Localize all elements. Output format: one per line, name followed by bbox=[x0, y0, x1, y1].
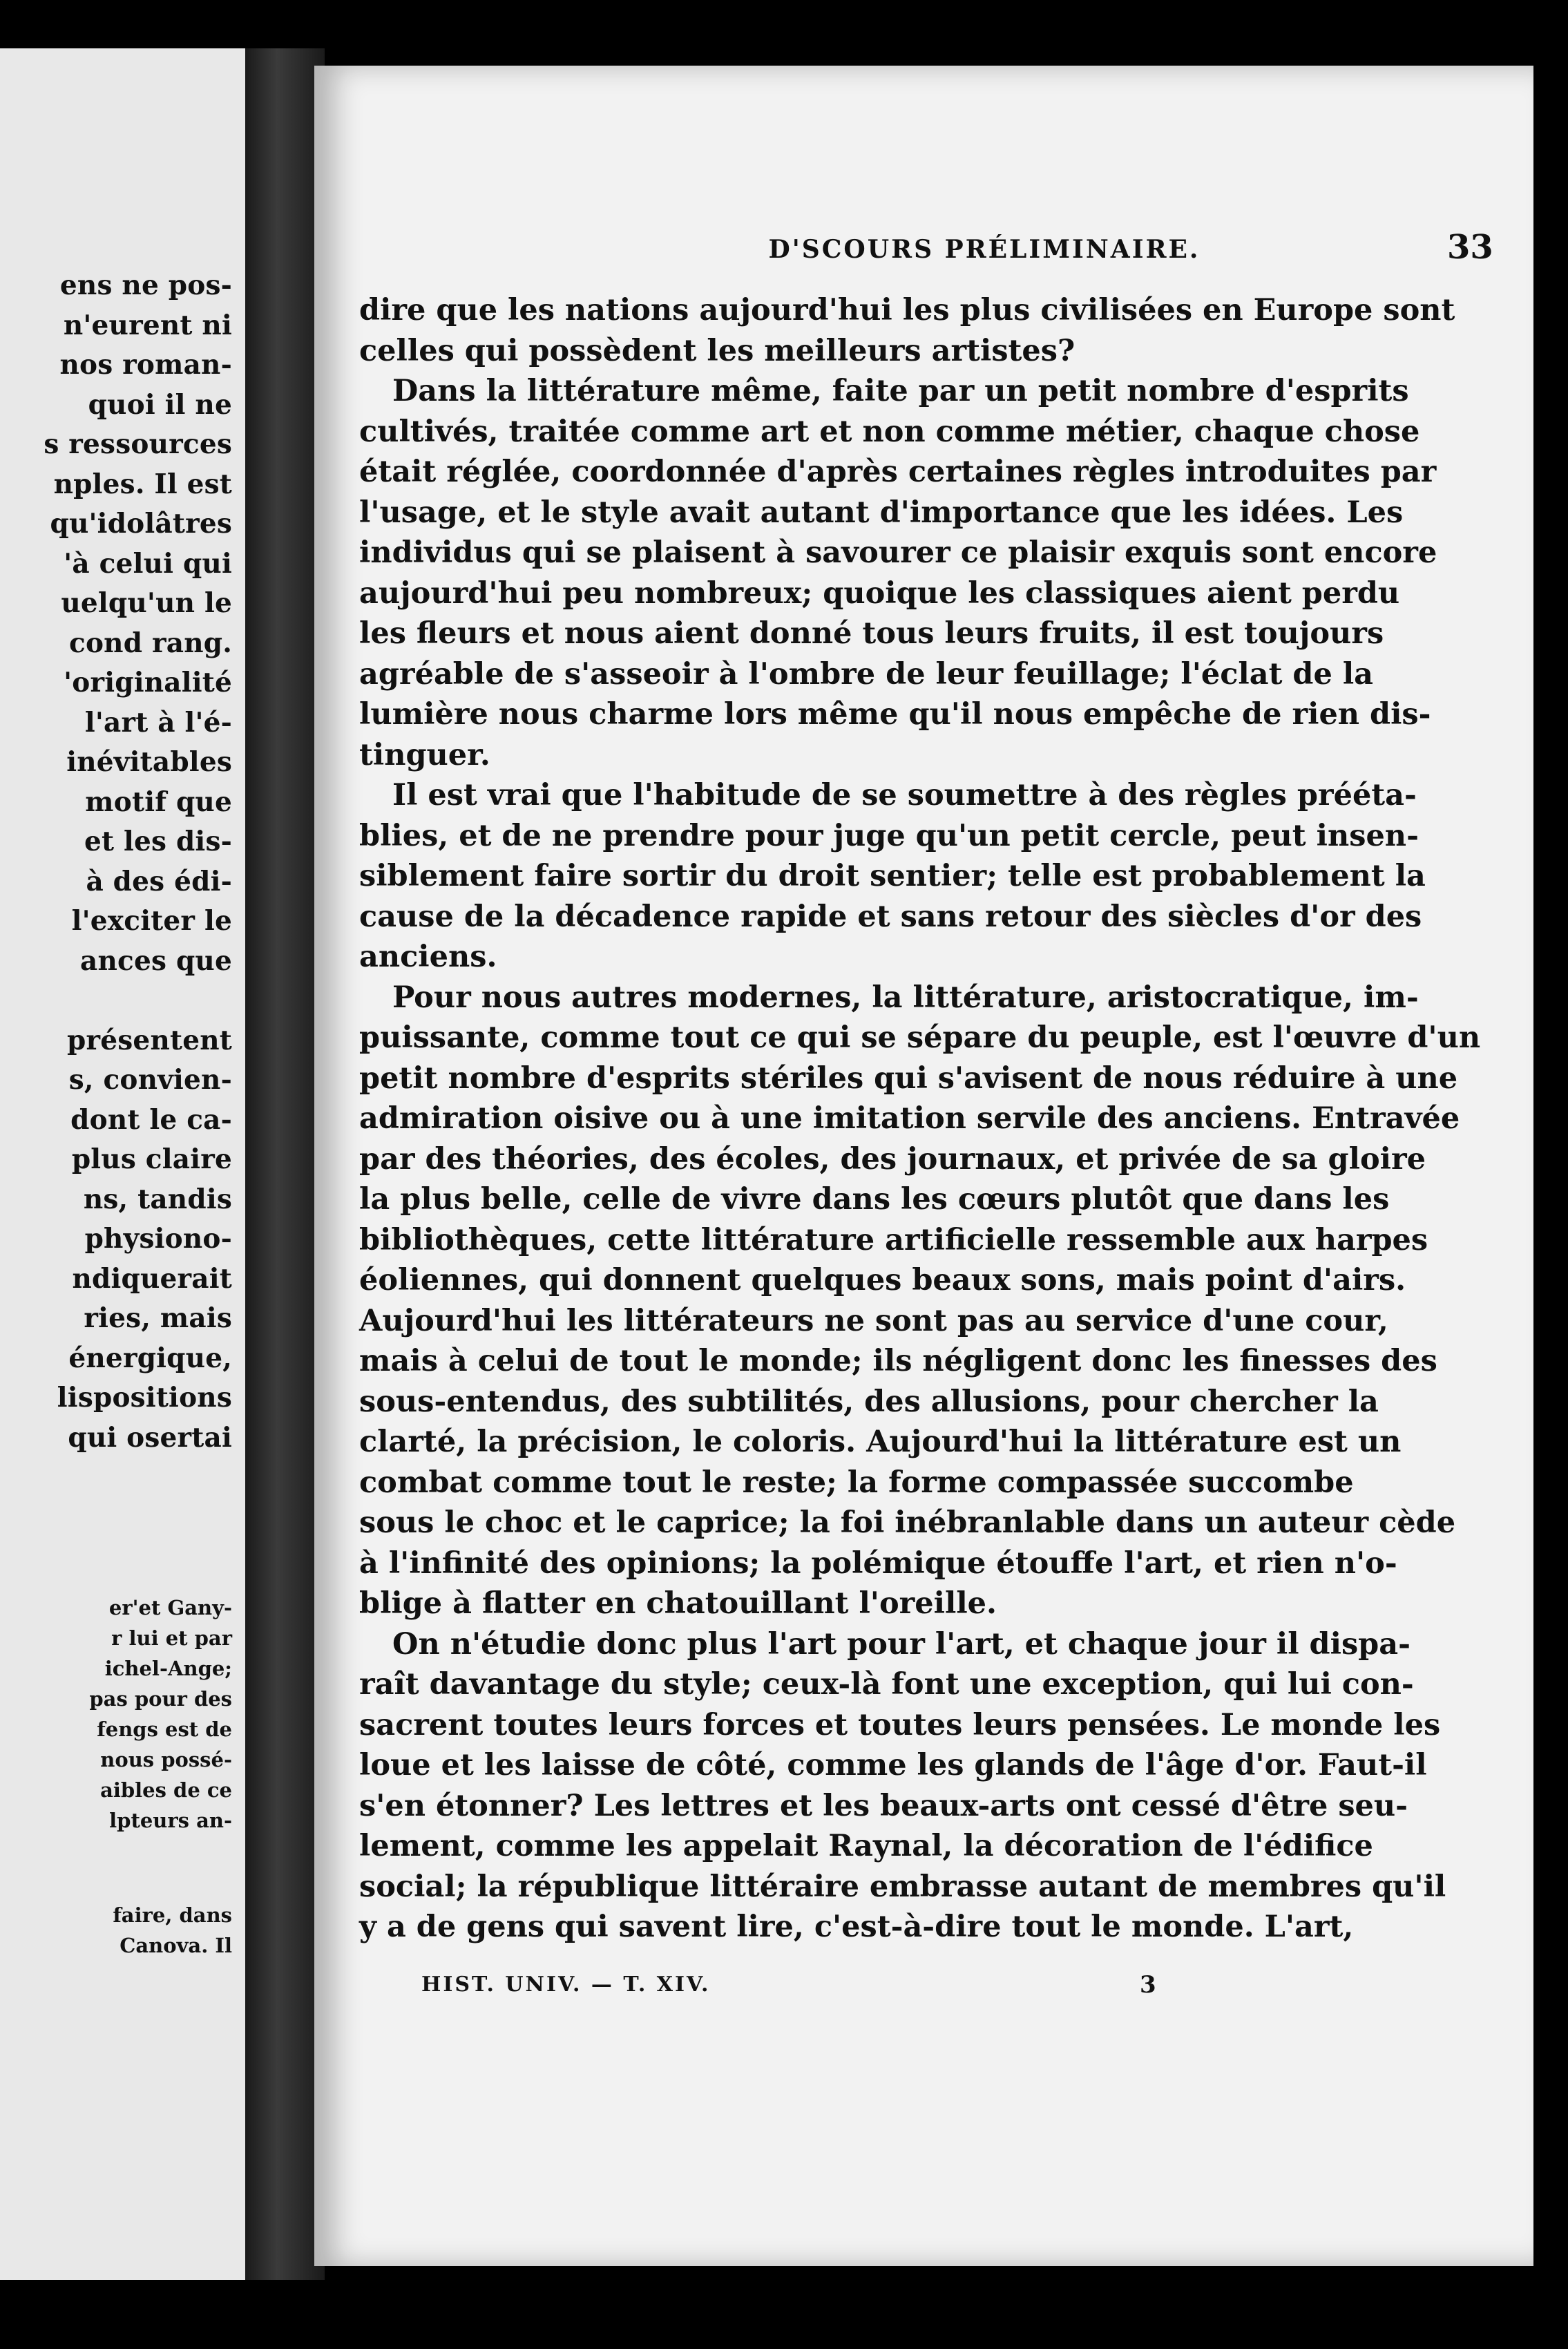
left-page-footnotes-continued bbox=[0, 1900, 235, 1961]
left-page-text bbox=[0, 266, 235, 1458]
text-line: cultivés, traitée comme art et non comme métier, chaque chose bbox=[359, 414, 1420, 449]
text-line: les fleurs et nous aient donné tous leurs fruits, il est toujours bbox=[359, 616, 1384, 651]
text-line: était réglée, coordonnée d'après certaines règles introduites par bbox=[359, 455, 1437, 489]
text-line: Pour nous autres modernes, la littérature, aristocratique, im- bbox=[392, 980, 1419, 1015]
left-text-line: lispositions bbox=[57, 1382, 232, 1414]
left-text-line: ndiquerait bbox=[72, 1262, 232, 1295]
left-text-line: ns, tandis bbox=[83, 1183, 232, 1215]
left-text-line: 'à celui qui bbox=[64, 547, 232, 580]
text-line: Aujourd'hui les littérateurs ne sont pas au service d'une cour, bbox=[359, 1303, 1388, 1338]
text-line: Dans la littérature même, faite par un petit nombre d'esprits bbox=[392, 374, 1409, 408]
left-text-line: cond rang. bbox=[69, 627, 232, 659]
running-head: D'SCOURS PRÉLIMINAIRE. bbox=[768, 235, 1201, 264]
right-page bbox=[314, 66, 1533, 2266]
text-line: individus qui se plaisent à savourer ce plaisir exquis sont encore bbox=[359, 535, 1437, 570]
left-footnote-line: Canova. Il bbox=[119, 1934, 232, 1957]
body-text bbox=[359, 290, 1481, 1948]
left-text-line: nos roman- bbox=[59, 349, 232, 381]
text-line: blige à flatter en chatouillant l'oreille. bbox=[359, 1586, 997, 1621]
left-footnote-line: nous possé- bbox=[100, 1748, 232, 1771]
text-line: par des théories, des écoles, des journaux, et privée de sa gloire bbox=[359, 1141, 1426, 1177]
text-line: mais à celui de tout le monde; ils négligent donc les finesses des bbox=[359, 1344, 1437, 1378]
signature-number: 3 bbox=[1140, 1971, 1156, 1999]
text-line: y a de gens qui savent lire, c'est-à-dire tout le monde. L'art, bbox=[359, 1910, 1354, 1944]
left-text-line: à des édi- bbox=[86, 865, 232, 897]
text-line: raît davantage du style; ceux-là font une exception, qui lui con- bbox=[359, 1667, 1414, 1702]
text-line: On n'étudie donc plus l'art pour l'art, et chaque jour il dispa- bbox=[392, 1626, 1411, 1662]
text-line: admiration oisive ou à une imitation servile des anciens. Entravée bbox=[359, 1101, 1460, 1136]
left-footnote-line: aibles de ce bbox=[100, 1778, 232, 1802]
left-text-line: dont le ca- bbox=[70, 1103, 232, 1136]
left-footnote-line: er'et Gany- bbox=[108, 1596, 232, 1619]
left-footnote-line: pas pour des bbox=[89, 1687, 232, 1711]
left-text-line: plus claire bbox=[71, 1143, 232, 1175]
book-spine bbox=[245, 48, 325, 2280]
left-text-line: ries, mais bbox=[84, 1302, 232, 1334]
left-text-line: nples. Il est bbox=[53, 468, 232, 500]
text-line: l'usage, et le style avait autant d'importance que les idées. Les bbox=[359, 495, 1404, 530]
left-footnote-line: fengs est de bbox=[97, 1718, 232, 1741]
text-line: anciens. bbox=[359, 940, 497, 974]
left-text-line: ances que bbox=[80, 944, 232, 977]
left-text-line bbox=[0, 981, 235, 1021]
text-line: puissante, comme tout ce qui se sépare du peuple, est l'œuvre d'un bbox=[359, 1020, 1481, 1055]
left-text-line: quoi il ne bbox=[88, 388, 232, 421]
text-line: éoliennes, qui donnent quelques beaux sons, mais point d'airs. bbox=[359, 1263, 1406, 1297]
left-text-line: l'exciter le bbox=[71, 905, 232, 937]
text-line: dire que les nations aujourd'hui les plus civilisées en Europe sont bbox=[359, 293, 1455, 327]
text-line: blies, et de ne prendre pour juge qu'un petit cercle, peut insen- bbox=[359, 818, 1419, 853]
left-text-line: s, convien- bbox=[68, 1064, 232, 1096]
text-line: loue et les laisse de côté, comme les glands de l'âge d'or. Faut-il bbox=[359, 1748, 1427, 1782]
left-footnote-line: r lui et par bbox=[111, 1626, 232, 1650]
signature-mark: HIST. UNIV. — T. XIV. bbox=[421, 1972, 711, 1997]
text-line: tinguer. bbox=[359, 737, 490, 772]
left-page-footnotes bbox=[0, 1592, 235, 1836]
text-line: combat comme tout le reste; la forme compassée succombe bbox=[359, 1465, 1354, 1500]
left-footnote-line: ichel-Ange; bbox=[104, 1657, 232, 1680]
left-text-line: s ressources bbox=[44, 428, 232, 460]
left-footnote-line: lpteurs an- bbox=[109, 1809, 232, 1832]
text-line: agréable de s'asseoir à l'ombre de leur feuillage; l'éclat de la bbox=[359, 656, 1374, 692]
text-line: aujourd'hui peu nombreux; quoique les classiques aient perdu bbox=[359, 576, 1400, 611]
left-text-line: présentent bbox=[67, 1024, 232, 1056]
left-text-line: uelqu'un le bbox=[61, 587, 232, 619]
text-line: clarté, la précision, le coloris. Aujourd'hui la littérature est un bbox=[359, 1425, 1402, 1459]
text-line: sous-entendus, des subtilités, des allusions, pour chercher la bbox=[359, 1384, 1379, 1419]
left-text-line: énergique, bbox=[68, 1342, 232, 1374]
left-text-line: physiono- bbox=[84, 1223, 232, 1255]
text-line: siblement faire sortir du droit sentier; telle est probablement la bbox=[359, 859, 1426, 893]
left-text-line: l'art à l'é- bbox=[84, 706, 232, 739]
text-line: sous le choc et le caprice; la foi inébranlable dans un auteur cède bbox=[359, 1505, 1456, 1540]
left-text-line: motif que bbox=[85, 786, 232, 818]
left-text-line: qui osertai bbox=[68, 1421, 232, 1454]
text-line: s'en étonner? Les lettres et les beaux-arts ont cessé d'être seu- bbox=[359, 1788, 1408, 1823]
left-text-line: qu'idolâtres bbox=[50, 508, 232, 540]
text-line: social; la république littéraire embrasse autant de membres qu'il bbox=[359, 1869, 1446, 1904]
left-text-line: et les dis- bbox=[84, 826, 232, 857]
text-line: à l'infinité des opinions; la polémique étouffe l'art, et rien n'o- bbox=[359, 1546, 1397, 1581]
text-line: Il est vrai que l'habitude de se soumettre à des règles prééta- bbox=[392, 778, 1417, 812]
left-text-line: ens ne pos- bbox=[59, 269, 232, 301]
text-line: sacrent toutes leurs forces et toutes leurs pensées. Le monde les bbox=[359, 1707, 1441, 1742]
page-number: 33 bbox=[1447, 228, 1493, 267]
text-line: petit nombre d'esprits stériles qui s'avisent de nous réduire à une bbox=[359, 1061, 1458, 1096]
text-line: bibliothèques, cette littérature artificielle ressemble aux harpes bbox=[359, 1222, 1428, 1257]
text-line: celles qui possèdent les meilleurs artistes? bbox=[359, 333, 1075, 368]
left-text-line: 'originalité bbox=[64, 667, 232, 698]
text-line: lumière nous charme lors même qu'il nous empêche de rien dis- bbox=[359, 697, 1431, 732]
left-page-fragment bbox=[0, 48, 245, 2280]
left-text-line: inévitables bbox=[66, 746, 232, 778]
text-line: la plus belle, celle de vivre dans les cœurs plutôt que dans les bbox=[359, 1182, 1390, 1217]
text-line: cause de la décadence rapide et sans retour des siècles d'or des bbox=[359, 899, 1422, 934]
left-footnote-line: faire, dans bbox=[113, 1903, 232, 1927]
left-text-line: n'eurent ni bbox=[63, 309, 232, 341]
text-line: lement, comme les appelait Raynal, la décoration de l'édifice bbox=[359, 1829, 1373, 1863]
